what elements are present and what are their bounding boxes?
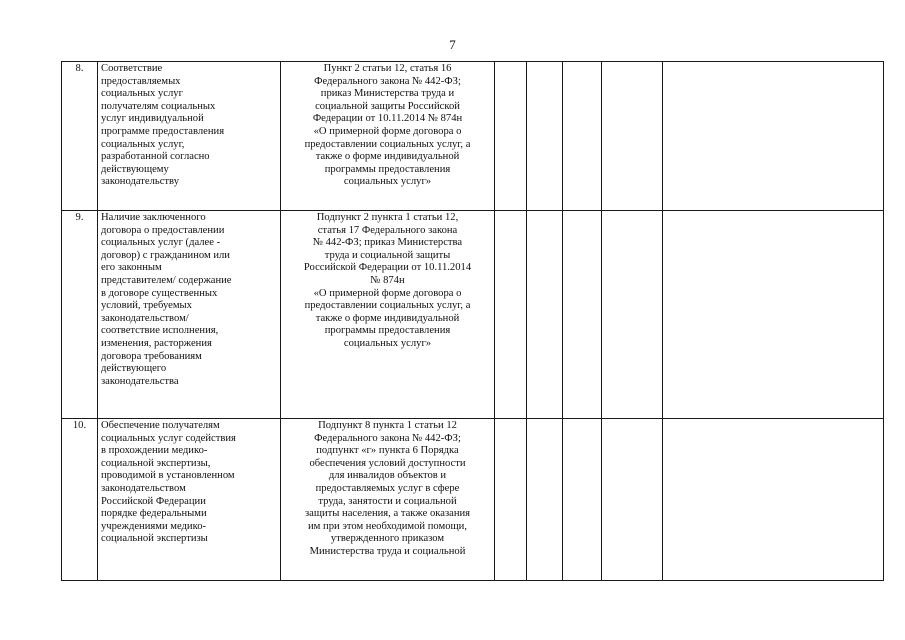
legal-reference-text: Подпункт 8 пункта 1 статьи 12 Федерального закона № 442-ФЗ; подпункт «г» пункта 6 Порядка обеспечения условий доступности для инвалидов объектов и предоставляемых услуг в сфере труда, занятости и социальной защиты населения, а также оказания им при этом необходимой помощи, утвержденного приказом Министерства труда и социальной (304, 420, 471, 557)
row-number-cell (62, 62, 98, 211)
answer-cell-yes (495, 419, 527, 581)
answer-cell-yes (495, 211, 527, 419)
row-number: 9. (75, 212, 84, 223)
row-number: 10. (72, 420, 87, 431)
answer-cell-extra (602, 62, 663, 211)
row-number: 8. (75, 63, 84, 74)
answer-cell-extra (602, 211, 663, 419)
answer-cell-extra (602, 419, 663, 581)
answer-cell-not-applicable (563, 419, 602, 581)
checklist-table (61, 61, 884, 581)
page-number: 7 (449, 37, 456, 52)
legal-reference-cell (281, 419, 495, 581)
legal-reference-text: Подпункт 2 пункта 1 статьи 12, статья 17 Федерального закона № 442-ФЗ; приказ Министерства труда и социальной защиты Российской Федерации от 10.11.2014 № 874н «О примерной форме договора о предоставлении социальных услуг, а также о форме индивидуальной программы предоставления социальных услуг» (303, 212, 472, 349)
requirement-text: Наличие заключенного договора о предоставлении социальных услуг (далее - договор) с гражданином или его законным представителем/ содержание в договоре существенных условий, требуемых законодательством/ соответствие исполнения, изменения, расторжения договора требованиям действующего законодательства (101, 212, 232, 387)
requirement-cell (98, 211, 281, 419)
table-row (62, 211, 884, 419)
notes-cell (663, 211, 884, 419)
legal-reference-text: Пункт 2 статьи 12, статья 16 Федерального закона № 442-ФЗ; приказ Министерства труда и социальной защиты Российской Федерации от 10.11.2014 № 874н «О примерной форме договора о предоставлении социальных услуг, а также о форме индивидуальной программы предоставления социальных услуг» (304, 63, 471, 188)
answer-cell-no (527, 419, 563, 581)
notes-cell (663, 62, 884, 211)
legal-reference-cell (281, 211, 495, 419)
answer-cell-no (527, 62, 563, 211)
requirement-cell (98, 62, 281, 211)
requirement-text: Обеспечение получателям социальных услуг содействия в прохождении медико- социальной экспертизы, проводимой в установленном законодательством Российской Федерации порядке федеральными учреждениями медико- социальной экспертизы (101, 420, 236, 545)
answer-cell-yes (495, 62, 527, 211)
requirement-cell (98, 419, 281, 581)
table-row (62, 62, 884, 211)
row-number-cell (62, 211, 98, 419)
answer-cell-not-applicable (563, 62, 602, 211)
table-row (62, 419, 884, 581)
answer-cell-not-applicable (563, 211, 602, 419)
legal-reference-cell (281, 62, 495, 211)
notes-cell (663, 419, 884, 581)
answer-cell-no (527, 211, 563, 419)
requirement-text: Соответствие предоставляемых социальных услуг получателям социальных услуг индивидуальной программе предоставления социальных услуг, разработанной согласно действующему законодательству (101, 63, 225, 188)
row-number-cell (62, 419, 98, 581)
